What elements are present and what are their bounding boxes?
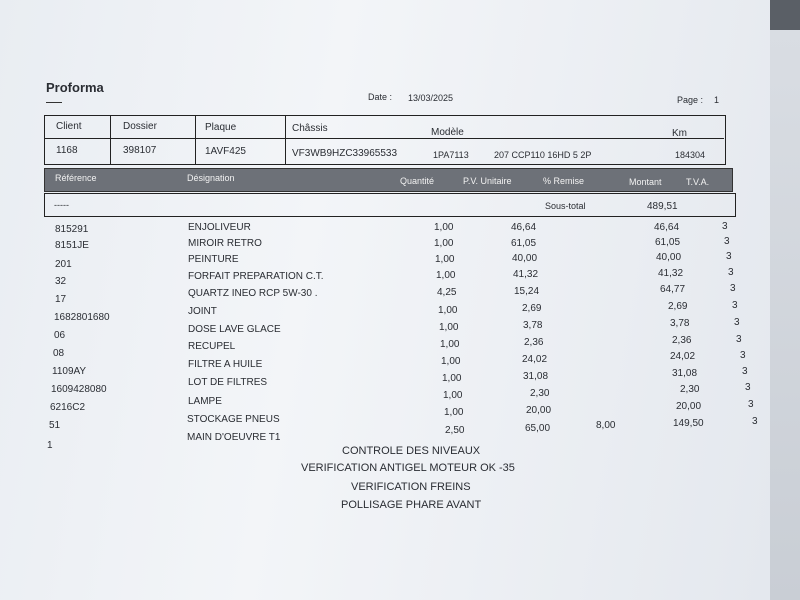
- subtotal-box: [44, 193, 736, 217]
- cell-montant: 20,00: [676, 401, 702, 412]
- page-value: 1: [714, 95, 720, 105]
- title-underline: [46, 102, 62, 103]
- cell-designation: FILTRE A HUILE: [188, 359, 263, 370]
- cell-tva: 3: [722, 221, 728, 232]
- header-modele: Modèle: [431, 127, 464, 138]
- cell-designation: PEINTURE: [188, 254, 239, 265]
- cell-ref: 6216C2: [50, 402, 86, 413]
- cell-tva: 3: [745, 382, 751, 393]
- cell-designation: RECUPEL: [188, 341, 236, 352]
- header-dossier: Dossier: [123, 121, 157, 132]
- cell-qty: 1,00: [434, 238, 454, 249]
- col-designation: Désignation: [187, 173, 235, 183]
- cell-ref: 06: [54, 330, 66, 341]
- cell-ref: 32: [55, 276, 67, 287]
- col-tva: T.V.A.: [686, 177, 710, 187]
- cell-ref: 1682801680: [54, 312, 110, 323]
- cell-qty: 1,00: [439, 322, 459, 333]
- cell-tva: 3: [742, 366, 748, 377]
- cell-ref: 815291: [55, 224, 89, 235]
- cell-pu: 20,00: [526, 405, 552, 416]
- cell-pu: 40,00: [512, 253, 538, 264]
- subtotal-value: 489,51: [647, 201, 678, 212]
- cell-pu: 3,78: [523, 320, 543, 331]
- cell-qty: 1,00: [434, 222, 454, 233]
- cell-ref: 1609428080: [51, 384, 107, 395]
- document-title: Proforma: [46, 80, 104, 95]
- cell-tva: 3: [732, 300, 738, 311]
- cell-montant: 40,00: [656, 252, 682, 263]
- cell-tva: 3: [740, 350, 746, 361]
- cell-montant: 2,30: [680, 384, 700, 395]
- cell-qty: 1,00: [436, 270, 456, 281]
- cell-ref: 201: [55, 259, 72, 270]
- cell-qty: 1,00: [444, 407, 464, 418]
- cell-montant: 3,78: [670, 318, 690, 329]
- date-value: 13/03/2025: [408, 93, 454, 103]
- cell-designation: MAIN D'OEUVRE T1: [187, 432, 281, 443]
- cell-tva: 3: [728, 267, 734, 278]
- cell-qty: 1,00: [438, 305, 458, 316]
- value-modele-desc: 207 CCP110 16HD 5 2P: [494, 150, 592, 160]
- page-label: Page :: [677, 95, 704, 105]
- cell-designation: ENJOLIVEUR: [188, 222, 251, 233]
- cell-qty: 4,25: [437, 287, 457, 298]
- cell-designation: QUARTZ INEO RCP 5W-30 .: [188, 288, 318, 299]
- cell-montant: 2,36: [672, 335, 692, 346]
- col-remise: % Remise: [543, 176, 585, 186]
- note-line: VERIFICATION ANTIGEL MOTEUR OK -35: [301, 462, 515, 474]
- cell-ref: 1109AY: [52, 366, 87, 377]
- cell-montant: 149,50: [673, 418, 704, 429]
- col-pv-unitaire: P.V. Unitaire: [463, 176, 512, 186]
- value-dossier: 398107: [123, 145, 157, 156]
- cell-montant: 2,69: [668, 301, 688, 312]
- cell-designation: LOT DE FILTRES: [188, 377, 268, 388]
- note-line: VERIFICATION FREINS: [351, 481, 471, 493]
- cell-qty: 1,00: [440, 339, 460, 350]
- cell-montant: 41,32: [658, 268, 684, 279]
- cell-ref: 51: [49, 420, 61, 431]
- date-label: Date :: [368, 92, 393, 102]
- cell-montant: 31,08: [672, 368, 698, 379]
- cell-tva: 3: [748, 399, 754, 410]
- cell-pu: 31,08: [523, 371, 549, 382]
- cell-pu: 2,30: [530, 388, 550, 399]
- cell-montant: 61,05: [655, 237, 681, 248]
- cell-pu: 41,32: [513, 269, 539, 280]
- value-client: 1168: [56, 145, 78, 156]
- cell-pu: 65,00: [525, 423, 551, 434]
- cell-tva: 3: [726, 251, 732, 262]
- cell-pu: 24,02: [522, 354, 548, 365]
- col-montant: Montant: [629, 177, 662, 187]
- subtotal-ref: -----: [54, 200, 69, 210]
- cell-ref: 17: [55, 294, 67, 305]
- cell-tva: 3: [736, 334, 742, 345]
- header-km: Km: [672, 128, 687, 139]
- cell-tva: 3: [734, 317, 740, 328]
- cell-designation: JOINT: [188, 306, 217, 317]
- cell-designation: STOCKAGE PNEUS: [187, 414, 280, 425]
- cell-ref: 1: [47, 440, 53, 451]
- value-modele-code: 1PA7113: [433, 150, 469, 160]
- subtotal-label: Sous-total: [545, 201, 586, 211]
- header-client: Client: [56, 121, 82, 132]
- cell-designation: MIROIR RETRO: [188, 238, 262, 249]
- column-header-bar: [44, 168, 733, 192]
- cell-montant: 24,02: [670, 351, 696, 362]
- cell-designation: LAMPE: [188, 396, 222, 407]
- cell-qty: 1,00: [443, 390, 463, 401]
- note-line: POLLISAGE PHARE AVANT: [341, 499, 482, 511]
- cell-qty: 1,00: [442, 373, 462, 384]
- cell-pu: 2,69: [522, 303, 542, 314]
- cell-pu: 2,36: [524, 337, 544, 348]
- cell-montant: 64,77: [660, 284, 686, 295]
- value-chassis: VF3WB9HZC33965533: [292, 148, 398, 159]
- cell-designation: FORFAIT PREPARATION C.T.: [188, 271, 324, 282]
- cell-tva: 3: [752, 416, 758, 427]
- cell-qty: 1,00: [435, 254, 455, 265]
- cell-ref: 08: [53, 348, 65, 359]
- cell-designation: DOSE LAVE GLACE: [188, 324, 281, 335]
- cell-qty: 1,00: [441, 356, 461, 367]
- cell-pu: 61,05: [511, 238, 537, 249]
- cell-montant: 46,64: [654, 222, 680, 233]
- cell-pu: 46,64: [511, 222, 537, 233]
- note-line: CONTROLE DES NIVEAUX: [342, 445, 481, 457]
- header-plaque: Plaque: [205, 122, 237, 133]
- value-km: 184304: [675, 150, 706, 160]
- col-quantite: Quantité: [400, 176, 435, 186]
- col-reference: Référence: [55, 173, 97, 183]
- cell-tva: 3: [730, 283, 736, 294]
- header-chassis: Châssis: [292, 123, 328, 134]
- client-box-divider: [44, 138, 724, 139]
- cell-qty: 2,50: [445, 425, 465, 436]
- cell-tva: 3: [724, 236, 730, 247]
- background-paper-edge: [770, 30, 800, 600]
- cell-ref: 8151JE: [55, 240, 89, 251]
- cell-pu: 15,24: [514, 286, 540, 297]
- cell-remise: 8,00: [596, 420, 616, 431]
- value-plaque: 1AVF425: [205, 146, 246, 157]
